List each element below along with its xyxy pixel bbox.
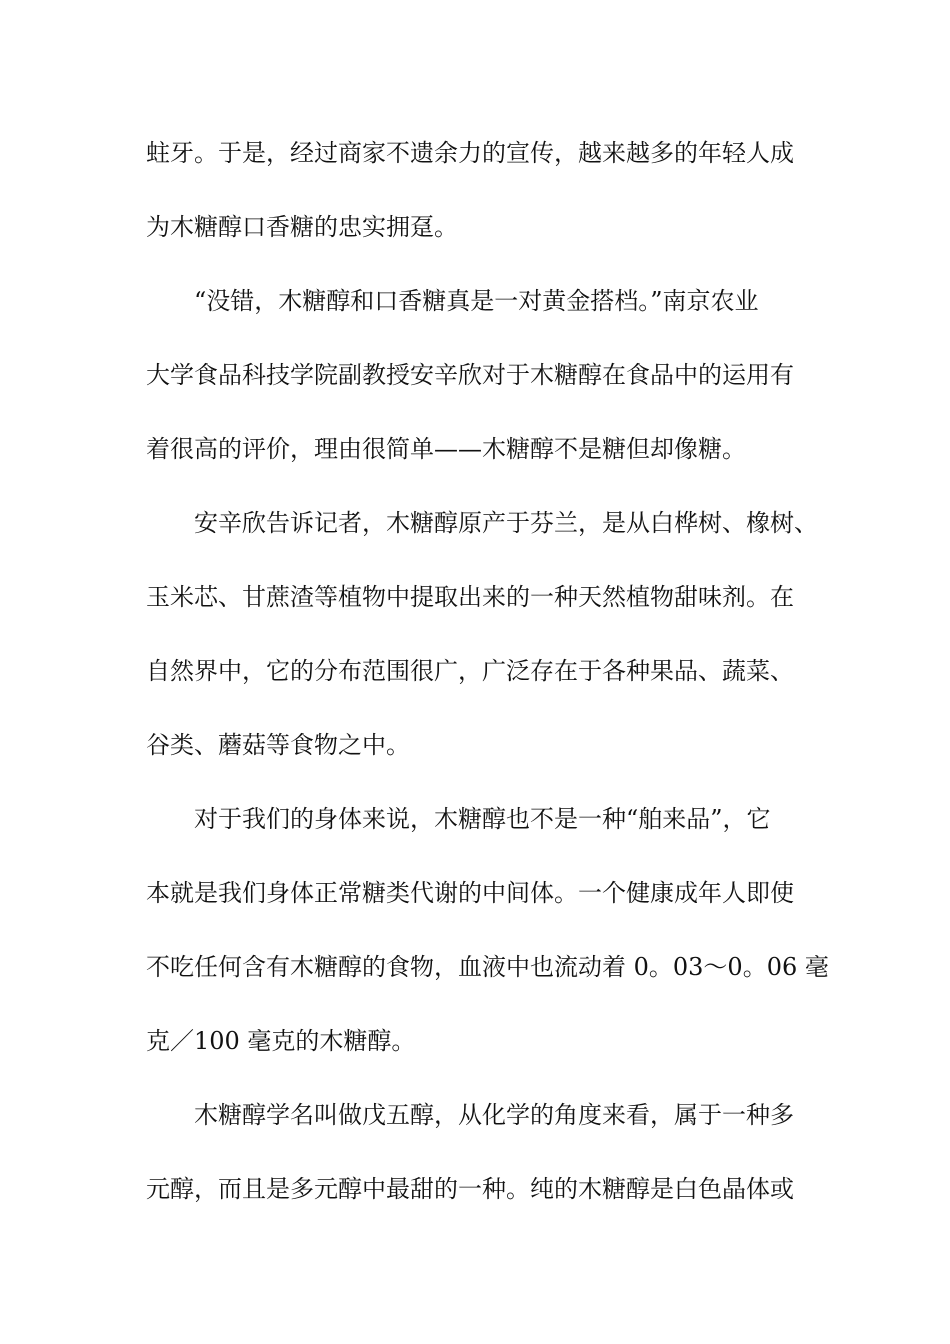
- text-line: 克／100 毫克的木糖醇。: [146, 1027, 416, 1055]
- text-line: 玉米芯、甘蔗渣等植物中提取出来的一种天然植物甜味剂。在: [146, 583, 794, 611]
- text-line: 着很高的评价，理由很简单——木糖醇不是糖但却像糖。: [146, 435, 746, 463]
- text-line: 元醇，而且是多元醇中最甜的一种。纯的木糖醇是白色晶体或: [146, 1175, 794, 1203]
- text-line: 谷类、蘑菇等食物之中。: [146, 731, 410, 759]
- paragraph-first-line: 木糖醇学名叫做戊五醇，从化学的角度来看，属于一种多: [194, 1101, 794, 1129]
- text-line: 本就是我们身体正常糖类代谢的中间体。一个健康成年人即使: [146, 879, 794, 907]
- text-line: 为木糖醇口香糖的忠实拥趸。: [146, 213, 458, 241]
- text-line: 自然界中，它的分布范围很广，广泛存在于各种果品、蔬菜、: [146, 657, 794, 685]
- paragraph-first-line: “没错，木糖醇和口香糖真是一对黄金搭档。”南京农业: [194, 287, 759, 315]
- paragraph-first-line: 对于我们的身体来说，木糖醇也不是一种“舶来品”，它: [194, 805, 771, 833]
- text-line: 蛀牙。于是，经过商家不遗余力的宣传，越来越多的年轻人成: [146, 139, 794, 167]
- text-line: 不吃任何含有木糖醇的食物，血液中也流动着 0。03～0。06 毫: [146, 953, 829, 981]
- text-line: 大学食品科技学院副教授安辛欣对于木糖醇在食品中的运用有: [146, 361, 794, 389]
- paragraph-first-line: 安辛欣告诉记者，木糖醇原产于芬兰，是从白桦树、橡树、: [194, 509, 818, 537]
